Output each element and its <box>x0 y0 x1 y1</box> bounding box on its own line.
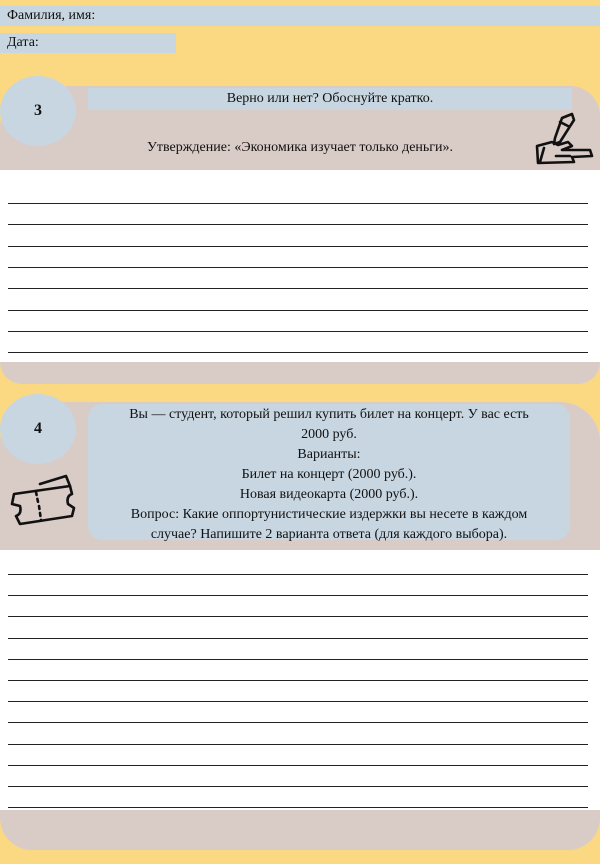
answer-line <box>8 574 588 575</box>
task3-prompt: Верно или нет? Обоснуйте кратко. <box>226 91 434 106</box>
answer-line <box>8 331 588 332</box>
task4-question-line: Вы — студент, который решил купить билет на концерт. У вас есть <box>129 407 529 422</box>
answer-line <box>8 616 588 617</box>
task3-number-badge: 3 <box>0 76 76 146</box>
answer-line <box>8 224 588 225</box>
task3-bottom-cap <box>0 362 600 384</box>
answer-line <box>8 659 588 660</box>
hand-writing-icon <box>532 112 596 166</box>
task4-number-badge: 4 <box>0 394 76 464</box>
answer-line <box>8 786 588 787</box>
task3-statement: Утверждение: «Экономика изучает только деньги». <box>146 140 454 155</box>
answer-line <box>8 310 588 311</box>
answer-line <box>8 595 588 596</box>
task4-question-line: Варианты: <box>297 447 361 462</box>
answer-line <box>8 638 588 639</box>
answer-line <box>8 203 588 204</box>
answer-line <box>8 288 588 289</box>
answer-line <box>8 680 588 681</box>
answer-line <box>8 765 588 766</box>
name-label: Фамилия, имя: <box>7 8 96 23</box>
task4-question-line: Билет на концерт (2000 руб.). <box>241 467 417 482</box>
task4-question-line: случае? Напишите 2 варианта ответа (для каждого выбора). <box>150 527 508 542</box>
answer-line <box>8 701 588 702</box>
task4-question-line: Вопрос: Какие оппортунистические издержки вы несете в каждом <box>130 507 528 522</box>
task4-question-line: 2000 руб. <box>301 427 357 442</box>
answer-line <box>8 744 588 745</box>
date-label: Дата: <box>7 35 39 50</box>
answer-line <box>8 246 588 247</box>
answer-line <box>8 807 588 808</box>
task4-bottom-cap <box>0 810 600 850</box>
ticket-icon <box>8 472 78 528</box>
answer-line <box>8 722 588 723</box>
answer-line <box>8 267 588 268</box>
task4-question-line: Новая видеокарта (2000 руб.). <box>239 487 419 502</box>
task4-question <box>88 405 570 545</box>
answer-line <box>8 352 588 353</box>
